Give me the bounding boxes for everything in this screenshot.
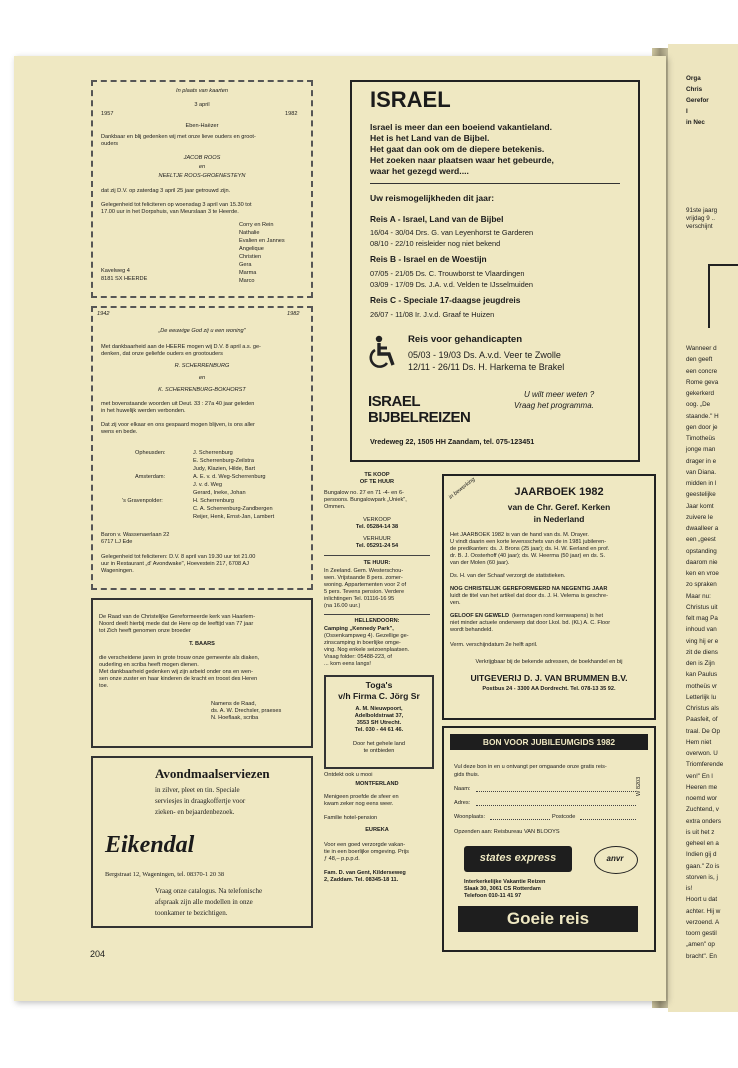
right-page-text: Indien gij d bbox=[686, 851, 717, 859]
divider bbox=[370, 183, 620, 184]
right-page-text: noemd wor bbox=[686, 795, 718, 802]
family-notice-roos bbox=[91, 80, 313, 298]
family-member: E. Scherrenburg-Zeilstra bbox=[193, 458, 254, 464]
family-member: A. E. v. d. Weg-Scherrenburg bbox=[193, 474, 266, 480]
signature-line: N. Hoeflaak, scriba bbox=[211, 715, 259, 721]
classified-line: ving. Nog enkele seizoenplaatsen. bbox=[324, 647, 410, 653]
trip-title: Reis B - Israel en de Woestijn bbox=[370, 254, 487, 264]
notice-address: 6717 LJ Ede bbox=[101, 539, 133, 545]
notice-year-left: 1957 bbox=[101, 111, 114, 117]
signature-line: ds. A. W. Drechsler, praeses bbox=[211, 708, 282, 714]
right-page-text: Hoort u dat bbox=[686, 896, 718, 904]
right-page-text: felt mag Pa bbox=[686, 615, 718, 622]
israel-intro: waar het gezegd werd.... bbox=[370, 166, 469, 176]
right-page-text: achter. Hij w bbox=[686, 907, 721, 915]
classified-line: zinscamping in boerlijke omge- bbox=[324, 640, 401, 646]
notice-line: uur in Restaurant „d' Avondwake", Hoevestein 217, 6708 AJ bbox=[101, 561, 249, 567]
child-name: Marma bbox=[239, 270, 257, 276]
jubileumgids-coupon bbox=[442, 726, 656, 952]
anvr-text: anvr bbox=[606, 854, 624, 863]
right-page-text: zit de diens bbox=[686, 648, 718, 656]
trip-line: 16/04 - 30/04 Drs. G. van Leyenhorst te Garderen bbox=[370, 228, 534, 237]
jaarboek-line: Ds. H. van der Schaaf verzorgt de statistieken. bbox=[450, 573, 566, 579]
right-page-text: in Nec bbox=[686, 119, 705, 126]
right-page-text: gekerkerd bbox=[686, 390, 715, 397]
notice-name: R. SCHERRENBURG bbox=[174, 363, 230, 369]
notice-place: Eben-Haëzer bbox=[185, 123, 219, 129]
eikendal-ad bbox=[91, 756, 313, 928]
city-field[interactable] bbox=[490, 819, 550, 820]
name-field[interactable] bbox=[476, 791, 636, 792]
family-member: J. v. d. Weg bbox=[193, 482, 223, 488]
right-page-text: drager in e bbox=[686, 457, 717, 465]
right-page-text: dwaalleer a bbox=[686, 525, 719, 532]
eikendal-logo: Eikendal bbox=[105, 832, 195, 858]
agency-line: Interkerkelijke Vakantie Reizen bbox=[464, 879, 546, 885]
classified-title: EUREKA bbox=[365, 827, 389, 833]
right-page bbox=[668, 44, 738, 1012]
classified-address: Fam. D. van Gent, Kilderseweg bbox=[324, 870, 406, 876]
right-page-text: Letterlijk lu bbox=[686, 693, 717, 701]
jaarboek-line: van der Molen (60 jaar). bbox=[450, 560, 510, 566]
classified-line: Vraag folder: 05488-223, of bbox=[324, 654, 392, 660]
toga-note: Door het gehele land bbox=[353, 741, 405, 747]
more-info: Vraag het programma. bbox=[514, 401, 594, 410]
jaarboek-line: Het JAARBOEK 1982 is van de hand van ds. M. Drayer. bbox=[450, 532, 589, 538]
family-member: C. A. Scherrenburg-Zandbergen bbox=[193, 506, 273, 512]
coupon-line: Vul deze bon in en u ontvangt per omgaande onze gratis reis- bbox=[454, 764, 607, 770]
address-field[interactable] bbox=[476, 805, 636, 806]
israel-intro: Israel is meer dan een boeiend vakantieland. bbox=[370, 122, 552, 132]
notice-header: In plaats van kaarten bbox=[176, 88, 228, 94]
page-number: 204 bbox=[90, 949, 106, 959]
right-page-text: midden in l bbox=[686, 480, 717, 487]
right-page-text: daarom nie bbox=[686, 558, 718, 566]
more-info: U wilt meer weten ? bbox=[524, 390, 595, 399]
jaarboek-line: Verm. verschijndatum 2e helft april. bbox=[450, 642, 538, 648]
right-page-text: is uit het z bbox=[686, 828, 715, 836]
classified-address: 2, Zaddam. Tel. 08345-18 11. bbox=[324, 877, 399, 883]
right-page-text: den is Zijn bbox=[686, 660, 715, 667]
notice-name: T. BAARS bbox=[189, 641, 215, 647]
right-page-text: ven!" En l bbox=[686, 772, 713, 780]
handicap-title: Reis voor gehandicapten bbox=[408, 334, 523, 345]
edit-badge: in bewerking bbox=[448, 476, 477, 501]
child-name: Nathalie bbox=[239, 230, 260, 236]
israel-intro: Het gaat dan ook om de diepere betekenis. bbox=[370, 144, 545, 154]
notice-year-right: 1982 bbox=[287, 311, 300, 317]
notice-line: Gelegenheid tot feliciteren op woensdag 3 april van 15.30 tot bbox=[101, 202, 252, 208]
notice-line: die verscheidene jaren in grote trouw onze gemeente als diaken, bbox=[99, 655, 260, 661]
trip-line: 03/09 - 17/09 Ds. J.A. v.d. Velden te IJsselmuiden bbox=[370, 280, 533, 289]
agency-line: Telefoon 010-11 41 97 bbox=[464, 893, 522, 899]
israel-intro: Het is het Land van de Bijbel. bbox=[370, 133, 490, 143]
notice-line: ouders bbox=[101, 141, 119, 147]
name-field-label: Naam: bbox=[454, 786, 471, 792]
right-page-text: zo spraken bbox=[686, 581, 717, 589]
classified-label: VERHUUR bbox=[363, 536, 391, 542]
wheelchair-icon bbox=[368, 335, 398, 369]
israel-address: Vredeweg 22, 1505 HH Zaandam, tel. 075-123451 bbox=[370, 437, 535, 446]
notice-line: De Raad van de Christelijke Gereformeerde kerk van Haarlem- bbox=[99, 614, 256, 620]
right-page-text: een „geest bbox=[686, 536, 716, 544]
israel-intro: Het zoeken naar plaatsen waar het gebeurde, bbox=[370, 155, 554, 165]
coupon-header: BON VOOR JUBILEUMGIDS 1982 bbox=[482, 737, 616, 747]
right-page-text: kan Paulus bbox=[686, 671, 718, 679]
jaarboek-line: luidt de titel van het artikel dat door ds. J. H. Velema is geschre- bbox=[450, 593, 608, 599]
right-page-text: Christus als bbox=[686, 705, 719, 712]
toga-title: Toga's bbox=[365, 680, 393, 690]
notice-line: in het huwelijk werden verbonden. bbox=[101, 408, 186, 414]
notice-line: wens en bede. bbox=[101, 429, 138, 435]
classified-line: In Zeeland. Gem. Westerschou- bbox=[324, 568, 404, 574]
right-page-text: extra onders bbox=[686, 817, 722, 825]
right-page-text: „amen" op bbox=[686, 941, 715, 949]
notice-address: 8181 SX HEERDE bbox=[101, 276, 148, 282]
family-member: H. Scherrenburg bbox=[193, 498, 235, 504]
coupon-code: W 8203 bbox=[636, 776, 642, 796]
israel-bijbelreizen-ad bbox=[350, 80, 640, 462]
right-page-text: Heeren me bbox=[686, 783, 718, 791]
trip-line: 08/10 - 22/10 reisleider nog niet bekend bbox=[370, 239, 501, 248]
ad-line: serviesjes in draagkoffertje voor bbox=[155, 797, 246, 805]
jaarboek-line: (kernvragen rond kernwapens) is het bbox=[512, 613, 604, 619]
toga-line: Tel. 030 - 44 61 46. bbox=[354, 727, 404, 733]
notice-en: en bbox=[198, 375, 206, 381]
toga-ad bbox=[324, 675, 434, 769]
right-page-text: storven is, j bbox=[686, 873, 718, 881]
states-express-text: states express bbox=[479, 852, 557, 864]
family-member: Reijer, Henk, Ernst-Jan, Lambert bbox=[193, 514, 275, 520]
child-name: Marco bbox=[239, 278, 255, 284]
right-page-text: toorn gestil bbox=[686, 930, 717, 937]
jaarboek-line: NOG CHRISTELIJK GEREFORMEERD NA NEGENTIG JAAR bbox=[450, 586, 608, 592]
notice-line: Dankbaar en blij gedenken wij met onze lieve ouders en groot- bbox=[101, 134, 256, 140]
classified-line: kwam zeker nog eens weer. bbox=[324, 801, 394, 807]
trip-line: 26/07 - 11/08 Ir. J.v.d. Graaf te Huizen bbox=[370, 310, 495, 319]
coupon-line: gids thuis. bbox=[454, 772, 480, 778]
classified-label: VERKOOP bbox=[363, 517, 391, 523]
jaarboek-line: niet minder actuele onderwerp dat door Lkol. bd. (KL) A. C. Floor bbox=[450, 620, 611, 626]
notice-address: Baron v. Wassenaerlaan 22 bbox=[101, 532, 170, 538]
right-page-text: Paasfeit, of bbox=[686, 716, 718, 724]
right-page-text: Orga bbox=[686, 75, 701, 82]
classified-line: inlichtingen Tel. 01116-16 95 bbox=[324, 596, 395, 602]
ad-title: Avondmaalserviezen bbox=[155, 766, 270, 781]
ad-line: afspraak zijn alle modellen in onze bbox=[155, 898, 253, 906]
address-field-label: Adres: bbox=[454, 800, 471, 806]
notice-line: Wageningen. bbox=[101, 568, 134, 574]
right-page-text: vrijdag 9 .. bbox=[686, 215, 716, 222]
jaarboek-subtitle: in Nederland bbox=[533, 514, 585, 524]
notice-line: sen onze zuster en haar kinderen de kracht en troost des Heren bbox=[99, 676, 258, 682]
notice-line: 17.00 uur in het Dorpshuis, van Meurslaan 3 te Heerde. bbox=[101, 209, 239, 215]
right-page-text: oog. „De bbox=[686, 401, 711, 409]
family-place: Opheusden: bbox=[135, 450, 166, 456]
jaarboek-line: GELOOF EN GEWELD bbox=[450, 613, 510, 619]
classified-phone: Tel. 05291-24 54 bbox=[355, 543, 399, 549]
toga-line: 3553 SH Utrecht. bbox=[356, 720, 402, 726]
right-page-text: Chris bbox=[686, 86, 703, 93]
pen-icon bbox=[708, 264, 738, 328]
child-name: Corry en Rein bbox=[239, 222, 274, 228]
notice-line: Noord deelt hierbij mede dat de Here op de leeftijd van 77 jaar bbox=[99, 621, 254, 627]
toga-line: Adelboldstraat 37, bbox=[354, 713, 404, 719]
notice-line: denken, dat onze geliefde ouders en grootouders bbox=[101, 351, 223, 357]
goeie-reis-text: Goeie reis bbox=[506, 909, 590, 928]
classified-line: wen. Vrijstaande 8 pers. zomer- bbox=[324, 575, 403, 581]
trip-title: Reis C - Speciale 17-daagse jeugdreis bbox=[370, 295, 521, 305]
classified-line: Ontdekt ook u mooi bbox=[324, 772, 373, 778]
family-member: J. Scherrenburg bbox=[193, 450, 233, 456]
jaarboek-line: Verkrijgbaar bij de bekende adressen, de boekhandel en bij bbox=[475, 659, 623, 665]
classified-title: TE HUUR: bbox=[363, 560, 391, 566]
jaarboek-line: wordt behandeld. bbox=[450, 627, 493, 633]
notice-line: Gelegenheid tot feliciteren: D.V. 8 april van 19.30 uur tot 21.00 bbox=[101, 554, 256, 560]
classified-line: tie in een boerlijke omgeving. Prijs bbox=[324, 849, 409, 855]
right-page-text: gaan." Zo is bbox=[686, 862, 720, 870]
publisher-address: Postbus 24 - 3300 AA Dordrecht. Tel. 078-13 35 92. bbox=[482, 686, 616, 692]
right-page-text: ving hij er e bbox=[686, 637, 719, 645]
notice-name: K. SCHERRENBURG-BOKHORST bbox=[158, 387, 246, 393]
jaarboek-line: ven. bbox=[450, 600, 461, 606]
ad-line: Vraag onze catalogus. Na telefonische bbox=[155, 887, 263, 895]
toga-note: te ontbieden bbox=[363, 748, 395, 754]
classified-line: Menigeen proefde de sfeer en bbox=[324, 794, 399, 800]
right-page-text: bracht". En bbox=[686, 952, 717, 960]
ad-address: Bergstraat 12, Wageningen, tel. 08370-1 20 38 bbox=[105, 871, 225, 878]
child-name: Angelique bbox=[239, 246, 264, 252]
classified-line: 5 pers. Tevens pension. Verdere bbox=[324, 589, 405, 595]
right-page-text: een concre bbox=[686, 367, 718, 375]
classified-subtitle: Camping „Kennedy Park", bbox=[324, 626, 394, 632]
jaarboek-line: U vindt daarin een korte levensschets van de in 1981 jubileren- bbox=[450, 539, 607, 545]
right-page-text: traal. De Op bbox=[686, 727, 720, 735]
notice-line: toe. bbox=[99, 683, 109, 689]
right-page-text: van Diana. bbox=[686, 468, 717, 476]
publisher-name: UITGEVERIJ D. J. VAN BRUMMEN B.V. bbox=[470, 673, 628, 683]
classified-line: ... kom eens langs! bbox=[324, 661, 371, 667]
classified-line: woning. Appartementen voor 2 of bbox=[324, 582, 407, 588]
family-place: 's Gravenpolder: bbox=[122, 498, 163, 504]
classified-line: Familie hotel-pension bbox=[324, 815, 378, 821]
trip-title: Reis A - Israel, Land van de Bijbel bbox=[370, 214, 504, 224]
right-page-text: opstanding bbox=[686, 547, 717, 555]
postcode-field-label: Postcode bbox=[552, 814, 576, 820]
jaarboek-ad bbox=[442, 474, 656, 720]
right-page-text: verzoend. A bbox=[686, 918, 720, 926]
right-page-text: Zuchtend, v bbox=[686, 806, 719, 814]
right-page-text: overwon. U bbox=[686, 750, 718, 757]
right-page-text: motheüs vr bbox=[686, 682, 718, 690]
toga-line: A. M. Nieuwpoort, bbox=[355, 706, 403, 712]
right-page-text: Hem niet bbox=[686, 738, 712, 746]
brand-logo-line1: ISRAEL bbox=[368, 393, 421, 410]
child-name: Christien bbox=[239, 254, 262, 260]
right-page-text: Gerefor bbox=[686, 97, 709, 104]
classified-title: MONTFERLAND bbox=[355, 781, 399, 787]
notice-name: JACOB ROOS bbox=[183, 155, 221, 161]
notice-line: tot Zich heeft genomen onze broeder bbox=[99, 628, 191, 634]
right-page-text: inhoud van bbox=[686, 626, 717, 634]
classified-title: HELLENDOORN: bbox=[354, 618, 400, 624]
right-page-text: gen door je bbox=[686, 423, 718, 431]
jaarboek-title: JAARBOEK 1982 bbox=[514, 486, 604, 498]
right-page-text: is! bbox=[686, 885, 693, 892]
family-place: Amsterdam: bbox=[135, 474, 166, 480]
right-page-text: geestelijke bbox=[686, 491, 716, 499]
right-page-text: jonge man bbox=[686, 446, 716, 454]
notice-name: NEELTJE ROOS-GROENESTEYN bbox=[158, 173, 246, 179]
classified-phone: Tel. 05284-14 38 bbox=[355, 524, 399, 530]
family-member: Gerard, Ineke, Johan bbox=[193, 490, 246, 496]
classified-line: Ommen. bbox=[324, 504, 346, 510]
church-notice-baars bbox=[91, 598, 313, 748]
right-page-text: verschijnt bbox=[686, 223, 713, 230]
notice-line: Met dankbaarheid gedenken wij zijn arbeid onder ons en wen- bbox=[99, 669, 253, 675]
right-page-text: staande." H bbox=[686, 412, 719, 420]
classifieds-column bbox=[320, 470, 434, 945]
classified-title: TE KOOP bbox=[364, 472, 390, 478]
brand-logo-line2: BIJBELREIZEN bbox=[368, 409, 471, 426]
classified-line: Bungalow no. 27 en 71 -4- en 6- bbox=[324, 490, 404, 496]
family-notice-scherrenburg bbox=[91, 306, 313, 590]
jaarboek-line: dr. B. J. Oosterhoff (40 jaar); ds. W. Heerma (50 jaar) en ds. S. bbox=[450, 553, 606, 559]
handicap-line: 05/03 - 19/03 Ds. A.v.d. Veer te Zwolle bbox=[408, 350, 561, 360]
family-member: Judy, Klazien, Hilde, Bart bbox=[193, 466, 256, 472]
agency-line: Slaak 30, 3061 CS Rotterdam bbox=[464, 886, 541, 892]
right-page-text: Maar nu: bbox=[686, 592, 711, 600]
classified-line: ƒ 48,– p.p.p.d. bbox=[324, 856, 360, 862]
right-page-text: geheel en a bbox=[686, 840, 719, 847]
notice-address: Kavelweg 4 bbox=[101, 268, 130, 274]
ad-line: in zilver, pleet en tin. Speciale bbox=[155, 786, 240, 794]
right-page-text: Triomferende bbox=[686, 761, 724, 769]
magazine-page bbox=[14, 56, 666, 1001]
right-page-text: Wanneer d bbox=[686, 345, 717, 352]
right-page-text: zuivere le bbox=[686, 513, 713, 521]
trip-line: 07/05 - 21/05 Ds. C. Trouwborst te Vlaardingen bbox=[370, 269, 525, 278]
notice-line: ouderling en scriba heeft mogen dienen. bbox=[99, 662, 199, 668]
notice-line: Met dankbaarheid aan de HEERE mogen wij D.V. 8 april a.s. ge- bbox=[101, 344, 261, 350]
notice-year-right: 1982 bbox=[285, 111, 298, 117]
divider bbox=[324, 614, 430, 615]
ad-line: toonkamer te bezichtigen. bbox=[155, 909, 228, 917]
classified-line: Voor een goed verzorgde vakan- bbox=[324, 842, 406, 848]
city-field-label: Woonplaats: bbox=[454, 814, 485, 820]
notice-quote: „De eeuwige God zij u een woning" bbox=[158, 328, 246, 334]
handicap-line: 12/11 - 26/11 Ds. H. Harkema te Brakel bbox=[408, 362, 565, 372]
israel-title: ISRAEL bbox=[370, 87, 451, 112]
right-page-text: den geeft bbox=[686, 356, 713, 364]
postcode-field[interactable] bbox=[580, 819, 636, 820]
notice-date: 3 april bbox=[194, 102, 210, 108]
classified-title: OF TE HUUR bbox=[359, 479, 395, 485]
jaarboek-subtitle: van de Chr. Geref. Kerken bbox=[507, 502, 611, 512]
right-page-text: Timotheüs bbox=[686, 435, 716, 442]
notice-line: Dat zij voor elkaar en ons gespaard mogen blijven, is ons aller bbox=[101, 422, 255, 428]
jaarboek-line: de predikanten: ds. J. Brons (25 jaar); ds. H. W. Eerland en prof. bbox=[450, 546, 610, 552]
israel-subtitle: Uw reismogelijkheden dit jaar: bbox=[370, 193, 495, 203]
notice-en: en bbox=[198, 164, 206, 170]
notice-line: met bovenstaande woorden uit Deut. 33 : 27a 40 jaar geleden bbox=[101, 401, 255, 407]
right-page-text: Jaar komt bbox=[686, 502, 714, 510]
ad-line: zieken- en bejaardenbezoek. bbox=[155, 808, 235, 816]
classified-line: (na 16.00 uur.) bbox=[324, 603, 361, 609]
right-page-text: ken en vroe bbox=[686, 570, 719, 577]
notice-year-left: 1942 bbox=[97, 311, 110, 317]
child-name: Evalien en Jannes bbox=[239, 238, 285, 244]
right-page-text: 91ste jaarg bbox=[686, 207, 718, 214]
toga-title: v/h Firma C. Jörg Sr bbox=[338, 691, 420, 701]
right-page-text: Rome geva bbox=[686, 378, 719, 386]
child-name: Gera bbox=[239, 262, 252, 268]
right-page-text: Christus uit bbox=[686, 603, 718, 611]
divider bbox=[324, 555, 430, 556]
signature-line: Namens de Raad, bbox=[211, 701, 257, 707]
classified-line: persoons. Bungalowpark „Uniek", bbox=[324, 497, 407, 503]
classified-line: (Ossenkampweg 4). Gezellige ge- bbox=[324, 633, 409, 639]
right-page-text: I bbox=[686, 108, 688, 115]
notice-line: dat zij D.V. op zaterdag 3 april 25 jaar getrouwd zijn. bbox=[101, 188, 231, 194]
send-to-line: Opzenden aan: Reisbureau VAN BLOOYS bbox=[454, 829, 560, 835]
